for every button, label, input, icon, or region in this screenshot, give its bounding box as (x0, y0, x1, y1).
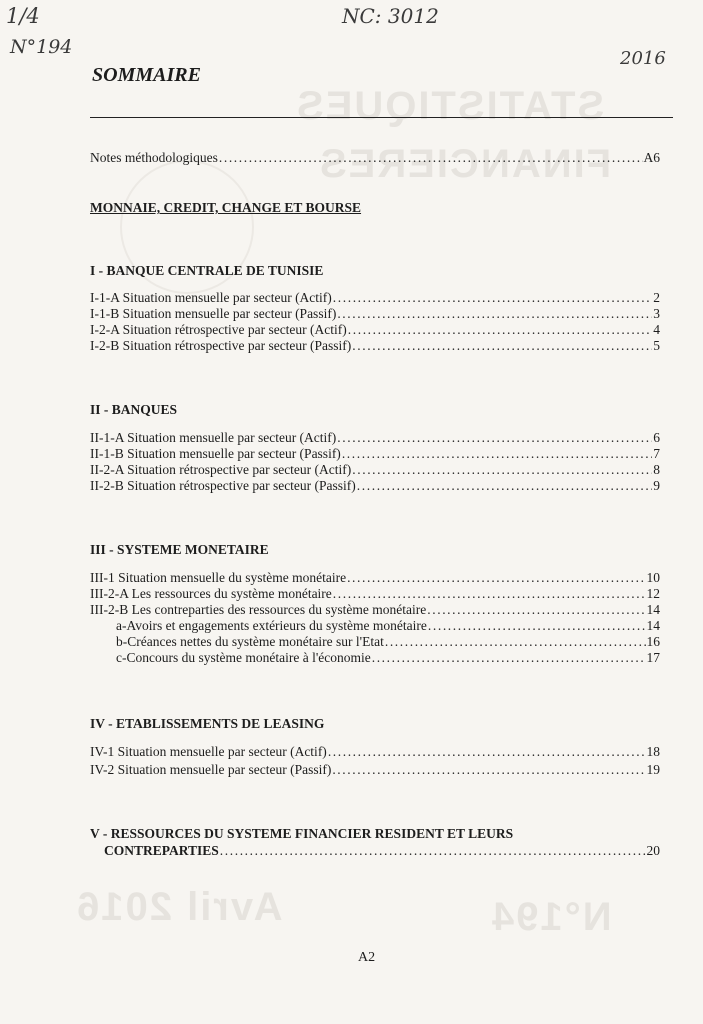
toc-page: 19 (646, 762, 660, 777)
toc-row[interactable] (90, 762, 660, 778)
toc-label: I-1-A Situation mensuelle par secteur (Actif) (90, 290, 332, 305)
bleedthrough-text-4: N°194 (490, 895, 612, 939)
toc-row[interactable] (90, 570, 660, 586)
handwritten-issue-number: N°194 (10, 36, 73, 58)
toc-label: I-2-A Situation rétrospective par secteur (Actif) (90, 322, 347, 337)
toc-row[interactable] (90, 478, 660, 494)
toc-leader (220, 843, 646, 859)
toc-label: I-2-B Situation rétrospective par secteur (Passif) (90, 338, 352, 353)
toc-leader (342, 446, 652, 462)
toc-page: 12 (646, 586, 660, 601)
toc-row-notes[interactable] (90, 150, 660, 166)
toc-page: 18 (646, 744, 660, 759)
bleedthrough-text-1: STATISTIQUES (295, 84, 605, 128)
toc-label: IV-2 Situation mensuelle par secteur (Passif) (90, 762, 332, 777)
toc-row-section-v[interactable] (104, 843, 660, 859)
toc-leader (427, 602, 645, 618)
toc-leader (332, 762, 645, 778)
toc-leader (352, 338, 652, 354)
section-heading-ii: II - BANQUES (90, 402, 178, 417)
toc-leader (385, 634, 646, 650)
toc-page: 20 (646, 843, 660, 858)
toc-row[interactable] (90, 430, 660, 446)
toc-label: c-Concours du système monétaire à l'économie (116, 650, 371, 665)
toc-page: 2 (653, 290, 660, 305)
toc-label: III-1 Situation mensuelle du système monétaire (90, 570, 347, 585)
toc-row[interactable] (90, 462, 660, 478)
bleedthrough-text-2: FINANCIERES (318, 142, 612, 186)
toc-label: II-1-A Situation mensuelle par secteur (Actif) (90, 430, 337, 445)
toc-row-sub[interactable] (116, 634, 660, 650)
handwritten-reference: NC: 3012 (342, 4, 439, 28)
toc-leader (357, 478, 652, 494)
toc-page: 14 (646, 618, 660, 633)
toc-label: II-1-B Situation mensuelle par secteur (Passif) (90, 446, 341, 461)
toc-label: II-2-A Situation rétrospective par secteur (Actif) (90, 462, 352, 477)
toc-page: 17 (646, 650, 660, 665)
toc-leader (348, 322, 652, 338)
toc-page: 16 (646, 634, 660, 649)
toc-page: 14 (646, 602, 660, 617)
toc-page: 3 (653, 306, 660, 321)
toc-label: b-Créances nettes du système monétaire sur l'Etat (116, 634, 384, 649)
toc-row[interactable] (90, 338, 660, 354)
toc-label: Notes méthodologiques (90, 150, 218, 165)
handwritten-fraction: 1/4 (6, 4, 40, 28)
toc-leader (219, 150, 643, 166)
toc-page: 9 (653, 478, 660, 493)
toc-leader (428, 618, 646, 634)
section-heading-v: V - RESSOURCES DU SYSTEME FINANCIER RESIDENT ET LEURS (90, 826, 514, 841)
toc-leader (352, 462, 652, 478)
toc-leader (328, 744, 646, 760)
section-heading-iii: III - SYSTEME MONETAIRE (90, 542, 269, 557)
page-title: SOMMAIRE (92, 64, 201, 86)
toc-row[interactable] (90, 290, 660, 306)
toc-leader (347, 570, 645, 586)
toc-leader (337, 430, 652, 446)
section-heading-iv: IV - ETABLISSEMENTS DE LEASING (90, 716, 325, 731)
main-section-heading: MONNAIE, CREDIT, CHANGE ET BOURSE (90, 200, 362, 215)
toc-page: 4 (653, 322, 660, 337)
toc-label: a-Avoirs et engagements extérieurs du système monétaire (116, 618, 427, 633)
toc-row[interactable] (90, 586, 660, 602)
toc-leader (372, 650, 646, 666)
bleedthrough-text-3: Avril 2016 (75, 885, 283, 929)
section-heading-i: I - BANQUE CENTRALE DE TUNISIE (90, 263, 324, 278)
toc-row-sub[interactable] (116, 650, 660, 666)
toc-page: 5 (653, 338, 660, 353)
toc-row[interactable] (90, 744, 660, 760)
toc-row[interactable] (90, 306, 660, 322)
handwritten-year: 2016 (620, 48, 666, 69)
toc-row[interactable] (90, 322, 660, 338)
page-number: A2 (358, 950, 376, 965)
toc-page: A6 (643, 150, 660, 165)
toc-leader (333, 290, 652, 306)
toc-label: IV-1 Situation mensuelle par secteur (Actif) (90, 744, 327, 759)
toc-label: II-2-B Situation rétrospective par secteur (Passif) (90, 478, 356, 493)
toc-page: 7 (653, 446, 660, 461)
toc-label: III-2-B Les contreparties des ressources du système monétaire (90, 602, 427, 617)
toc-row[interactable] (90, 446, 660, 462)
toc-label: I-1-B Situation mensuelle par secteur (Passif) (90, 306, 337, 321)
toc-row[interactable] (90, 602, 660, 618)
title-divider (90, 117, 673, 118)
toc-page: 10 (646, 570, 660, 585)
toc-row-sub[interactable] (116, 618, 660, 634)
toc-label: III-2-A Les ressources du système monétaire (90, 586, 332, 601)
toc-leader (337, 306, 652, 322)
toc-page: 6 (653, 430, 660, 445)
toc-leader (333, 586, 646, 602)
section-heading-v-cont: CONTREPARTIES (104, 843, 219, 858)
toc-page: 8 (653, 462, 660, 477)
